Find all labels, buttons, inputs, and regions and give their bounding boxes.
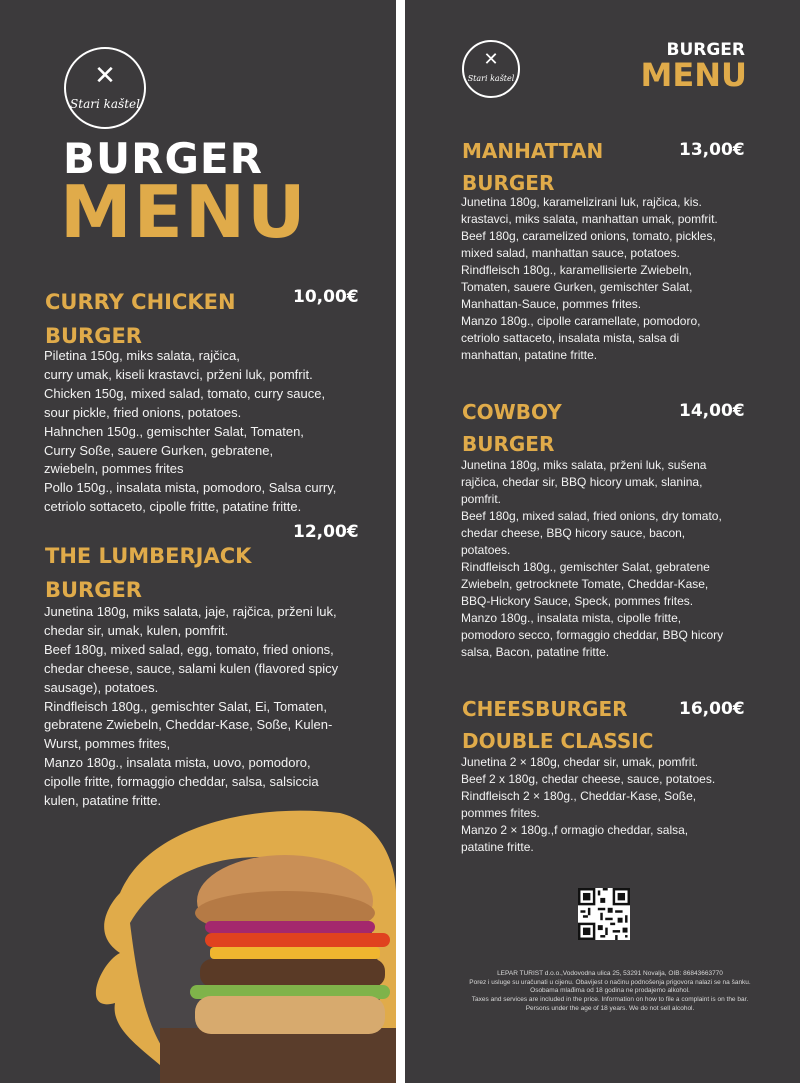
text-line: Beef 180g, mixed salad, egg, tomato, fried onions, bbox=[44, 641, 334, 657]
text-line: Persons under the age of 18 years. We do not sell alcohol. bbox=[525, 1004, 695, 1012]
page-title-top: BURGER bbox=[63, 134, 263, 183]
text-line: BBQ-Hickory Sauce, Speck, pommes frites. bbox=[461, 594, 694, 608]
text-line: pomfrit. bbox=[461, 492, 502, 506]
right-panel bbox=[405, 0, 800, 1083]
text-line: cetriolo sattaceto, insalata mista, salsa di bbox=[461, 331, 680, 345]
menu-item-title bbox=[45, 539, 251, 607]
text-line: Manzo 180g., insalata mista, cipolle fritte, bbox=[461, 611, 682, 625]
text-line: salsa, Bacon, patatine fritte. bbox=[461, 645, 610, 659]
text-line: pomodoro secco, formaggio cheddar, BBQ hicory bbox=[461, 628, 724, 642]
text-line: chedar sir, umak, kulen, pomfrit. bbox=[44, 622, 229, 638]
brand-logo bbox=[64, 47, 146, 129]
text-line: Rindfleisch 2 × 180g., Cheddar-Kase, Soße, bbox=[461, 789, 697, 803]
text-line: Junetina 180g, karamelizirani luk, rajčica, kis. bbox=[461, 195, 702, 209]
item-price: 14,00€ bbox=[679, 401, 745, 421]
item-name-line1: MANHATTAN bbox=[462, 139, 604, 163]
text-line: Pollo 150g., insalata mista, pomodoro, Salsa curry, bbox=[44, 480, 337, 496]
item-name-line1: COWBOY bbox=[462, 400, 562, 424]
text-line: Manzo 180g., insalata mista, uovo, pomodoro, bbox=[44, 755, 311, 771]
menu-item-title bbox=[462, 396, 562, 460]
text-line: Rindfleisch 180g., gemischter Salat, Ei, Tomaten, bbox=[44, 698, 328, 714]
text-line: Rindfleisch 180g., karamellisierte Zwiebeln, bbox=[461, 263, 692, 277]
qr-code[interactable] bbox=[578, 888, 630, 940]
text-line: Chicken 150g, mixed salad, tomato, curry sauce, bbox=[44, 385, 326, 401]
brand-logo bbox=[462, 40, 520, 98]
fork-knife-icon: ✕ bbox=[483, 49, 499, 70]
text-line: Hahnchen 150g., gemischter Salat, Tomaten, bbox=[44, 423, 304, 439]
text-line: LEPAR TURIST d.o.o.,Vodovodna ulica 25, 53291 Novalja, OIB: 86843663770 bbox=[497, 970, 723, 977]
text-line: sour pickle, fried onions, potatoes. bbox=[44, 404, 242, 420]
text-line: Junetina 180g, miks salata, prženi luk, sušena bbox=[461, 458, 707, 472]
item-price: 16,00€ bbox=[679, 699, 745, 719]
item-price: 10,00€ bbox=[293, 287, 359, 307]
item-description bbox=[44, 347, 374, 517]
text-line: Junetina 2 × 180g, chedar sir, umak, pomfrit. bbox=[461, 755, 699, 769]
fork-knife-icon: ✕ bbox=[94, 61, 116, 91]
text-line: potatoes. bbox=[461, 543, 511, 557]
item-price: 12,00€ bbox=[293, 522, 359, 542]
left-panel bbox=[0, 0, 396, 1083]
page-title-bottom: MENU bbox=[640, 56, 747, 94]
page-title-top: BURGER bbox=[666, 40, 745, 60]
burger-photo bbox=[0, 803, 396, 1083]
item-name-line1: CURRY CHICKEN bbox=[45, 290, 236, 314]
text-line: manhattan, patatine fritte. bbox=[461, 348, 598, 362]
text-line: Piletina 150g, miks salata, rajčica, bbox=[44, 348, 240, 363]
menu-item-title bbox=[462, 693, 653, 757]
text-line: Beef 180g, caramelized onions, tomato, pickles, bbox=[461, 229, 716, 243]
text-line: gebratene Zwiebeln, Cheddar-Kase, Soße, Kulen- bbox=[44, 717, 333, 733]
text-line: patatine fritte. bbox=[461, 840, 534, 854]
text-line: Wurst, pommes frites, bbox=[44, 736, 171, 752]
text-line: mixed salad, manhattan sauce, potatoes. bbox=[461, 246, 680, 260]
item-name-line2: DOUBLE CLASSIC bbox=[462, 729, 654, 753]
text-line: sausage), potatoes. bbox=[44, 679, 159, 695]
text-line: pommes frites. bbox=[461, 806, 540, 820]
text-line: Porez i usluge su uračunati u cijenu. Obavijest o načinu podnošenja prigovora nalazi se na šanku. bbox=[469, 978, 751, 986]
menu-item-title bbox=[462, 135, 603, 199]
text-line: Beef 2 x 180g, chedar cheese, sauce, potatoes. bbox=[461, 772, 716, 786]
logo-text: Stari kaštel bbox=[70, 97, 140, 111]
legal-footer bbox=[445, 970, 775, 1014]
text-line: Osobama mlađima od 18 godina ne prodajemo alkohol. bbox=[530, 987, 690, 995]
page-title-bottom: MENU bbox=[60, 170, 308, 254]
text-line: cetriolo sottaceto, cipolle fritte, patatine fritte. bbox=[44, 499, 302, 515]
item-price: 13,00€ bbox=[679, 140, 745, 160]
item-name-line2: BURGER bbox=[462, 171, 555, 195]
text-line: Manzo 180g., cipolle caramellate, pomodoro, bbox=[461, 314, 701, 328]
text-line: Taxes and services are included in the price. Information on how to file a complaint is on the bar. bbox=[471, 996, 749, 1004]
menu-item-title bbox=[45, 285, 236, 353]
item-description bbox=[461, 754, 786, 856]
text-line: Manhattan-Sauce, pommes frites. bbox=[461, 297, 642, 311]
text-line: zwiebeln, pommes frites bbox=[44, 461, 184, 477]
item-description bbox=[461, 194, 786, 364]
item-description bbox=[461, 457, 786, 661]
text-line: chedar cheese, BBQ hicory sauce, bacon, bbox=[461, 526, 686, 540]
text-line: chedar cheese, sauce, salami kulen (flavored spicy bbox=[44, 660, 339, 676]
text-line: cipolle fritte, formaggio cheddar, salsa, salsiccia bbox=[44, 774, 319, 790]
item-description bbox=[44, 603, 379, 811]
text-line: curry umak, kiseli krastavci, prženi luk, pomfrit. bbox=[44, 366, 313, 382]
text-line: Manzo 2 × 180g.,f ormagio cheddar, salsa, bbox=[461, 823, 689, 837]
text-line: Beef 180g, mixed salad, fried onions, dry tomato, bbox=[461, 509, 722, 523]
text-line: Zwiebeln, getrocknete Tomate, Cheddar-Kase, bbox=[461, 577, 709, 591]
item-name-line1: CHEESBURGER bbox=[462, 697, 628, 721]
item-name-line2: BURGER bbox=[462, 432, 555, 456]
text-line: rajčica, chedar sir, BBQ hicory umak, slanina, bbox=[461, 475, 703, 489]
text-line: krastavci, miks salata, manhattan umak, pomfrit. bbox=[461, 212, 718, 226]
item-name-line1: THE LUMBERJACK bbox=[45, 544, 252, 568]
text-line: Rindfleisch 180g., gemischter Salat, gebratene bbox=[461, 560, 710, 574]
item-name-line2: BURGER bbox=[45, 324, 142, 348]
text-line: Junetina 180g, miks salata, jaje, rajčica, prženi luk, bbox=[44, 604, 337, 619]
item-name-line2: BURGER bbox=[45, 578, 142, 602]
text-line: Tomaten, sauere Gurken, gemischter Salat, bbox=[461, 280, 693, 294]
text-line: Curry Soße, sauere Gurken, gebratene, bbox=[44, 442, 274, 458]
text-line: kulen, patatine fritte. bbox=[44, 793, 162, 809]
logo-text: Stari kaštel bbox=[467, 74, 515, 83]
